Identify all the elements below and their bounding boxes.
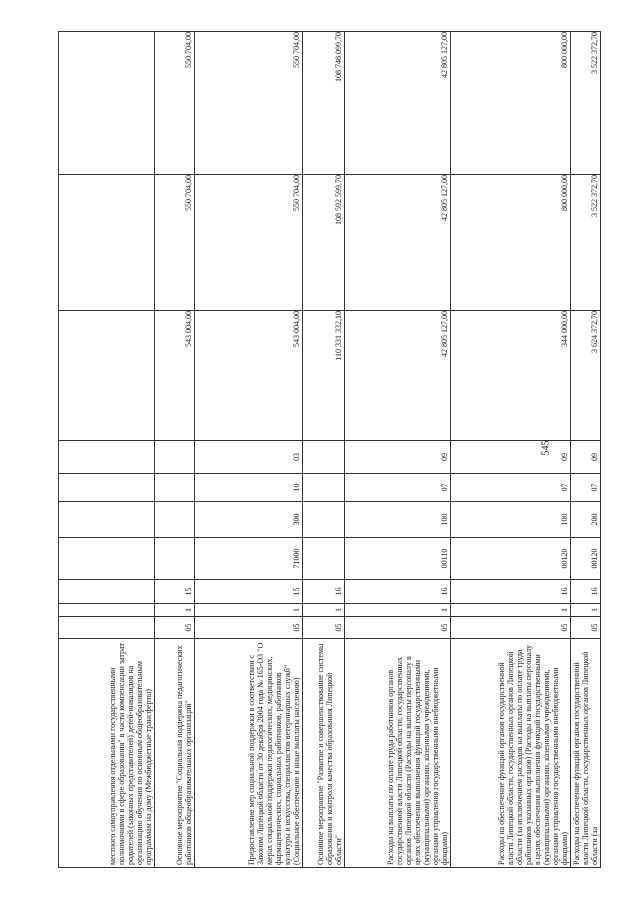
code-ved: 05 [451,617,571,639]
code-event: 16 [303,580,345,604]
code-ved: 05 [303,617,345,639]
code-event: 15 [155,580,195,604]
code-event [59,580,155,604]
amount-year-2: 3 522 372,70 [571,175,601,311]
code-event: 16 [571,580,601,604]
code-subsection [303,441,345,474]
code-exp-type: 100 [345,502,451,538]
code-program: 1 [345,604,451,617]
code-exp-type: 200 [571,502,601,538]
code-section: 07 [571,474,601,502]
code-section: 07 [451,474,571,502]
amount-year-1: 543 004,00 [155,311,195,441]
code-exp-type: 100 [451,502,571,538]
code-program: 1 [155,604,195,617]
code-section [155,474,195,502]
amount-year-2: 550 704,00 [195,175,303,311]
page-number: 545 [540,440,552,456]
amount-year-2: 800 000,00 [451,175,571,311]
table-row [345,32,451,868]
row-name: Основное мероприятие "Социальная поддержка педагогических работников общеобразовательных организаций" [155,639,195,868]
row-name: Основное мероприятие "Развитие и совершенствование системы образования и контроля качества образования Липецкой области" [303,639,345,868]
code-program: 1 [303,604,345,617]
code-ved: 05 [571,617,601,639]
amount-year-2: 108 592 599,70 [303,175,345,311]
amount-year-3: 108 748 099,70 [303,32,345,175]
amount-year-2 [59,175,155,311]
amount-year-3: 550 704,00 [195,32,303,175]
table-row [451,32,571,868]
amount-year-1 [59,311,155,441]
row-name: Расходы на выплаты по оплате труда работников органов государственной власти Липецкой области, государственных органов Липецкой области (Расходы на выплаты персоналу в целях обеспечения выполнения функций государственными (муниципальными) органами, казенными учреждениями, органами управления государственными внебюджетными фондами) [345,639,451,868]
amount-year-1: 3 624 372,70 [571,311,601,441]
code-event: 15 [195,580,303,604]
amount-year-2: 550 704,00 [155,175,195,311]
amount-year-1: 543 004,00 [195,311,303,441]
budget-table-wrapper [58,32,599,868]
code-direction [155,538,195,580]
code-exp-type [303,502,345,538]
code-program: 1 [195,604,303,617]
code-ved: 05 [155,617,195,639]
code-ved: 05 [195,617,303,639]
code-direction: 71000 [195,538,303,580]
table-row [155,32,195,868]
amount-year-2: 42 805 127,00 [345,175,451,311]
budget-table-rotated [58,32,599,868]
row-name: Расходы на обеспечение функций органов государственной власти Липецкой области, государственных органов Липецкой области (за [571,639,601,868]
amount-year-3: 550 704,00 [155,32,195,175]
code-event: 16 [451,580,571,604]
code-direction: 00120 [451,538,571,580]
amount-year-1: 42 805 127,00 [345,311,451,441]
code-subsection: 09 [451,441,571,474]
code-direction [303,538,345,580]
code-event: 16 [345,580,451,604]
code-section [59,474,155,502]
code-direction: 00110 [345,538,451,580]
code-subsection: 09 [571,441,601,474]
amount-year-1: 110 331 332,10 [303,311,345,441]
amount-year-3: 800 000,00 [451,32,571,175]
code-program: 1 [451,604,571,617]
code-exp-type [155,502,195,538]
table-row [195,32,303,868]
amount-year-3 [59,32,155,175]
code-ved: 05 [345,617,451,639]
table-row [571,32,601,868]
code-program: 1 [571,604,601,617]
code-exp-type: 300 [195,502,303,538]
amount-year-3: 3 522 372,70 [571,32,601,175]
code-subsection: 03 [195,441,303,474]
amount-year-1: 344 000,00 [451,311,571,441]
table-row [303,32,345,868]
code-ved [59,617,155,639]
code-section: 10 [195,474,303,502]
amount-year-3: 42 805 127,00 [345,32,451,175]
code-section: 07 [345,474,451,502]
row-name: Предоставление мер социальной поддержки в соответствии с Законом Липецкой области от 30 декабря 2004 года № 165-ОЗ "О мерах социальной поддержки педагогических, медицинских, фармацевтических, социальных работников, работников культуры и искусства, специалистов ветеринарных служб" (Социальное обеспечение и иные выплаты населению) [195,639,303,868]
code-subsection [59,441,155,474]
table-row [59,32,155,868]
code-subsection [155,441,195,474]
code-direction: 00120 [571,538,601,580]
code-subsection: 09 [345,441,451,474]
code-section [303,474,345,502]
code-direction [59,538,155,580]
code-exp-type [59,502,155,538]
row-name: местного самоуправления отдельными государственными полномочиями в сфере образования" в части компенсации затрат родителей (законных представителей) детей-инвалидов на организацию обучения по основным общеобразовательным программам на дому (Межбюджетные трансферты) [59,639,155,868]
row-name: Расходы на обеспечение функций органов государственной власти Липецкой области, государственных органов Липецкой области (за исключением расходов на выплаты по оплате труда работников указанных органов) (Расходы на выплаты персоналу в целях обеспечения выполнения функций государственными (муниципальными) органами, казенными учреждениями, органами управления государственными внебюджетными фондами) [451,639,571,868]
budget-table [58,31,601,868]
code-program [59,604,155,617]
